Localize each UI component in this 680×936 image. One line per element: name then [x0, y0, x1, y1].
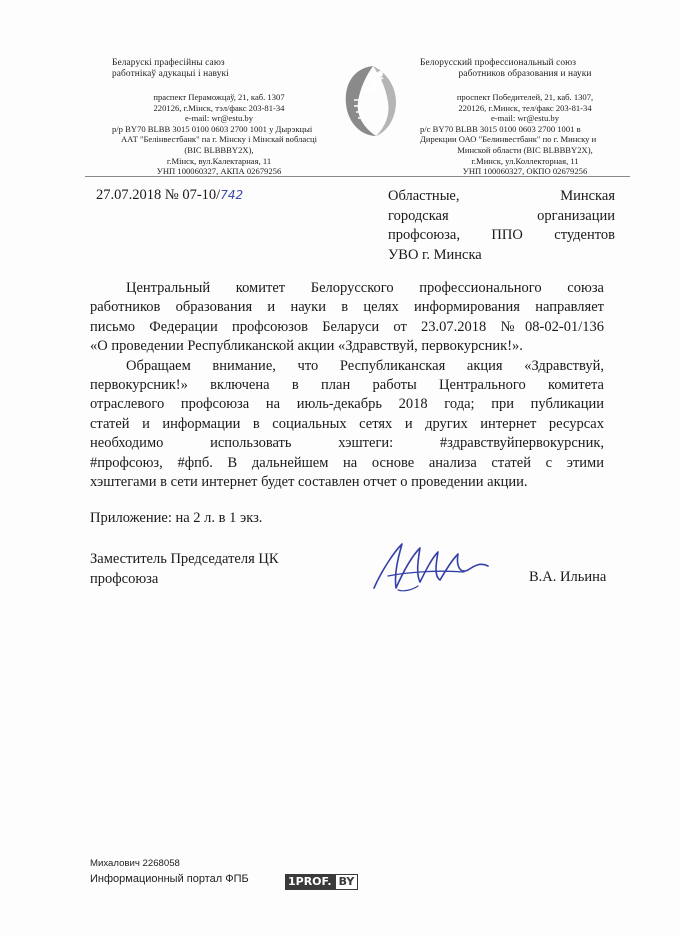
badge-left: 1PROF.: [285, 874, 335, 890]
signer-name: В.А. Ильина: [529, 569, 607, 585]
body-line: письмо Федерации профсоюзов Беларуси от 23.07.2018 №08-02-01/136: [90, 318, 604, 335]
body-line: #профсоюз, #фпб. В дальнейшем на основе анализа статей с этими: [90, 454, 604, 471]
attachment-note: Приложение: на 2 л. в 1 экз.: [90, 510, 263, 526]
body-line: отраслевого профсоюза на июль-декабрь 2018 года; при публикации: [90, 396, 604, 413]
bank-be-3: (BIC BLBBBY2X),: [184, 144, 254, 155]
handwritten-signature-icon: [368, 530, 494, 602]
address-ru: проспект Победителей, 21, каб. 1307,: [456, 92, 594, 102]
badge-right: BY: [335, 874, 359, 890]
body-line: статей и информации в социальных сетях и других интернет ресурсах: [90, 415, 604, 432]
header-divider: [85, 176, 630, 177]
addressee-line: городская организации: [388, 207, 615, 224]
city-phone-ru: 220126, г.Минск, тел/факс 203-81-34: [458, 102, 592, 113]
bank-be-4: г.Мінск, вул.Калектарная, 11: [166, 155, 272, 166]
footer: [90, 858, 249, 885]
body-line: Центральный комитет Белорусского профессионального союза: [126, 280, 604, 296]
org-name-ru: [420, 58, 630, 80]
unp-ru: УНП 100060327, ОКПО 02679256: [462, 166, 588, 177]
org-name-be: [112, 58, 326, 80]
header-right-russian: [420, 58, 630, 177]
bank-ru-4: г.Минск, ул.Коллекторная, 11: [471, 155, 579, 166]
bank-ru-1: р/с BY70 BLBB 3015 0100 0603 2700 1001 в: [420, 123, 581, 134]
executor-note: Михалович 2268058: [90, 858, 180, 869]
portal-label: Информационный портал ФПБ: [90, 873, 249, 885]
bank-ru-3: Минской области (BIC BLBBBY2X),: [457, 144, 593, 155]
addressee-line: Областные, Минская: [388, 188, 615, 204]
addressee-line: УВО г. Минска: [388, 247, 482, 264]
org-name-be-line1: Беларускі прафесійны саюз: [112, 58, 225, 68]
addressee-block: [388, 187, 615, 266]
ref-handwritten: 742: [220, 188, 244, 202]
city-phone-be: 220126, г.Мінск, тэл/факс 203-81-34: [153, 102, 285, 113]
portal-badge[interactable]: [285, 874, 369, 890]
bank-ru-2: Дирекции ОАО "Белинвестбанк" по г. Минску и: [420, 134, 597, 145]
signer-title: [90, 549, 279, 589]
address-be: праспект Пераможцаў, 21, каб. 1307: [153, 92, 285, 102]
paragraph-1: [90, 279, 604, 357]
bank-be-2: ААТ "Белінвестбанк" па г. Мінску і Мінскай вобласці: [120, 134, 318, 145]
org-name-ru-line1: Белорусский профессиональный союз: [420, 58, 577, 68]
ref-printed: 27.07.2018 № 07-10/: [96, 187, 221, 203]
signer-title-line2: профсоюза: [90, 571, 159, 587]
org-name-ru-line2: работников образования и науки: [458, 69, 592, 79]
body-line: Обращаем внимание, что Республиканская акция «Здравствуй,: [126, 357, 604, 374]
header-left-belarusian: [112, 58, 326, 177]
reference-number: [96, 187, 243, 204]
letter-body: [90, 279, 604, 492]
addressee-line: профсоюза, ППО студентов: [388, 227, 615, 244]
signer-title-line1: Заместитель Председателя ЦК: [90, 551, 279, 567]
body-line: необходимо использовать хэштеги: #здравствуйпервокурсник,: [90, 435, 604, 452]
bank-be-1: р/р BY70 BLBB 3015 0100 0603 2700 1001 у Дырэкцыі: [112, 123, 313, 134]
body-line: работников образования и науки в целях информирования направляет: [90, 299, 604, 316]
body-line: первокурсник!» включена в план работы Центрального комитета: [90, 377, 604, 394]
body-line: «О проведении Республиканской акции «Здравствуй, первокурсник!».: [90, 338, 523, 355]
body-line: хэштегами в сети интернет будет составлен отчет о проведении акции.: [90, 474, 528, 491]
email-ru: e-mail: wr@estu.by: [490, 113, 560, 124]
email-be: e-mail: wr@estu.by: [184, 113, 254, 124]
unp-be: УНП 100060327, АКПА 02679256: [156, 166, 282, 177]
union-logo-icon: [340, 62, 406, 140]
org-name-be-line2: работнікаў адукацыі і навукі: [112, 69, 229, 79]
paragraph-2: [90, 357, 604, 493]
